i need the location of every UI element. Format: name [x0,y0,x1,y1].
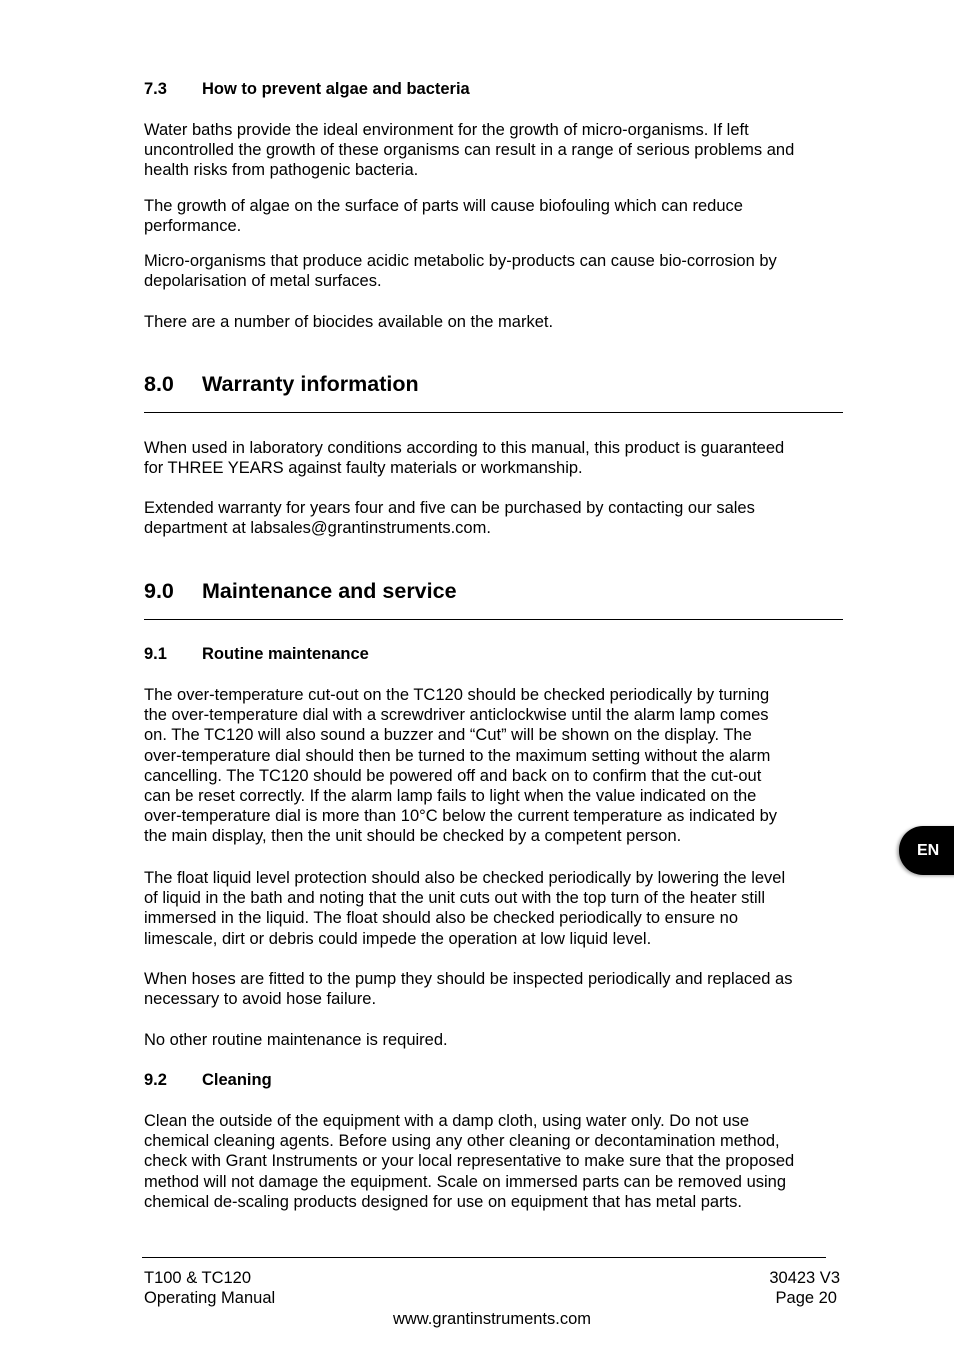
section-title: Cleaning [202,1071,272,1089]
footer-product: T100 & TC120 [144,1269,252,1287]
section-9-2-heading [144,1070,272,1090]
section-9-1-heading [144,644,369,664]
section-title: Routine maintenance [202,645,369,663]
section-number: 9.2 [144,1071,167,1089]
section-number: 7.3 [144,80,167,98]
section-title: How to prevent algae and bacteria [202,80,470,98]
section-8-0-heading [144,371,419,397]
paragraph: There are a number of biocides available on the market. [144,313,554,331]
footer-website: www.grantinstruments.com [392,1310,592,1328]
paragraph: The growth of algae on the surface of parts will cause biofouling which can reduce performance. [144,197,743,236]
paragraph: When used in laboratory conditions according to this manual, this product is guaranteed for THREE YEARS against faulty materials or workmanship. [144,439,785,478]
paragraph: The float liquid level protection should also be checked periodically by lowering the level of liquid in the bath and noting that the unit cuts out with the top turn of the heater still immersed in the liquid. The float should also be checked periodically to ensure no limescale, dirt or debris could impede the operation at low liquid level. [144,869,786,948]
language-tab [899,826,954,875]
footer-doc-type: Operating Manual [144,1289,276,1307]
section-title: Warranty information [202,372,419,396]
section-divider [144,619,843,620]
section-number: 9.0 [144,579,174,603]
paragraph: Water baths provide the ideal environment for the growth of micro-organisms. If left uncontrolled the growth of these organisms can result in a range of serious problems and health risks from pathogenic bacteria. [144,121,795,180]
paragraph: Extended warranty for years four and five can be purchased by contacting our sales department at labsales@grantinstruments.com. [144,499,755,538]
paragraph: No other routine maintenance is required. [144,1031,448,1049]
section-number: 9.1 [144,645,167,663]
paragraph: The over-temperature cut-out on the TC120 should be checked periodically by turning the over-temperature dial with a screwdriver anticlockwise until the alarm lamp comes on. The TC120 will also sound a buzzer and “Cut” will be shown on the display. The over-temperature dial should then be turned to the maximum setting without the alarm cancelling. The TC120 should be powered off and back on to confirm that the cut-out can be reset correctly. If the alarm lamp fails to light when the value indicated on the over-temperature dial is more than 10°C below the current temperature as indicated by the main display, then the unit should be checked by a competent person. [144,686,778,846]
paragraph: Clean the outside of the equipment with a damp cloth, using water only. Do not use chemical cleaning agents. Before using any other cleaning or decontamination method, check with Grant Instruments or your local representative to make sure that the proposed method will not damage the equipment. Scale on immersed parts can be removed using chemical de-scaling products designed for use on equipment that has metal parts. [144,1112,795,1211]
section-number: 8.0 [144,372,174,396]
footer-page-number: Page 20 [775,1289,837,1307]
paragraph: When hoses are fitted to the pump they should be inspected periodically and replaced as necessary to avoid hose failure. [144,970,793,1009]
paragraph: Micro-organisms that produce acidic metabolic by-products can cause bio-corrosion by depolarisation of metal surfaces. [144,252,777,291]
section-7-3-heading [144,79,470,99]
language-tab-label: EN [917,842,940,859]
section-title: Maintenance and service [202,579,457,603]
footer-divider [142,1257,826,1258]
section-9-0-heading [144,578,457,604]
section-divider [144,412,843,413]
footer-doc-ref: 30423 V3 [769,1269,840,1287]
